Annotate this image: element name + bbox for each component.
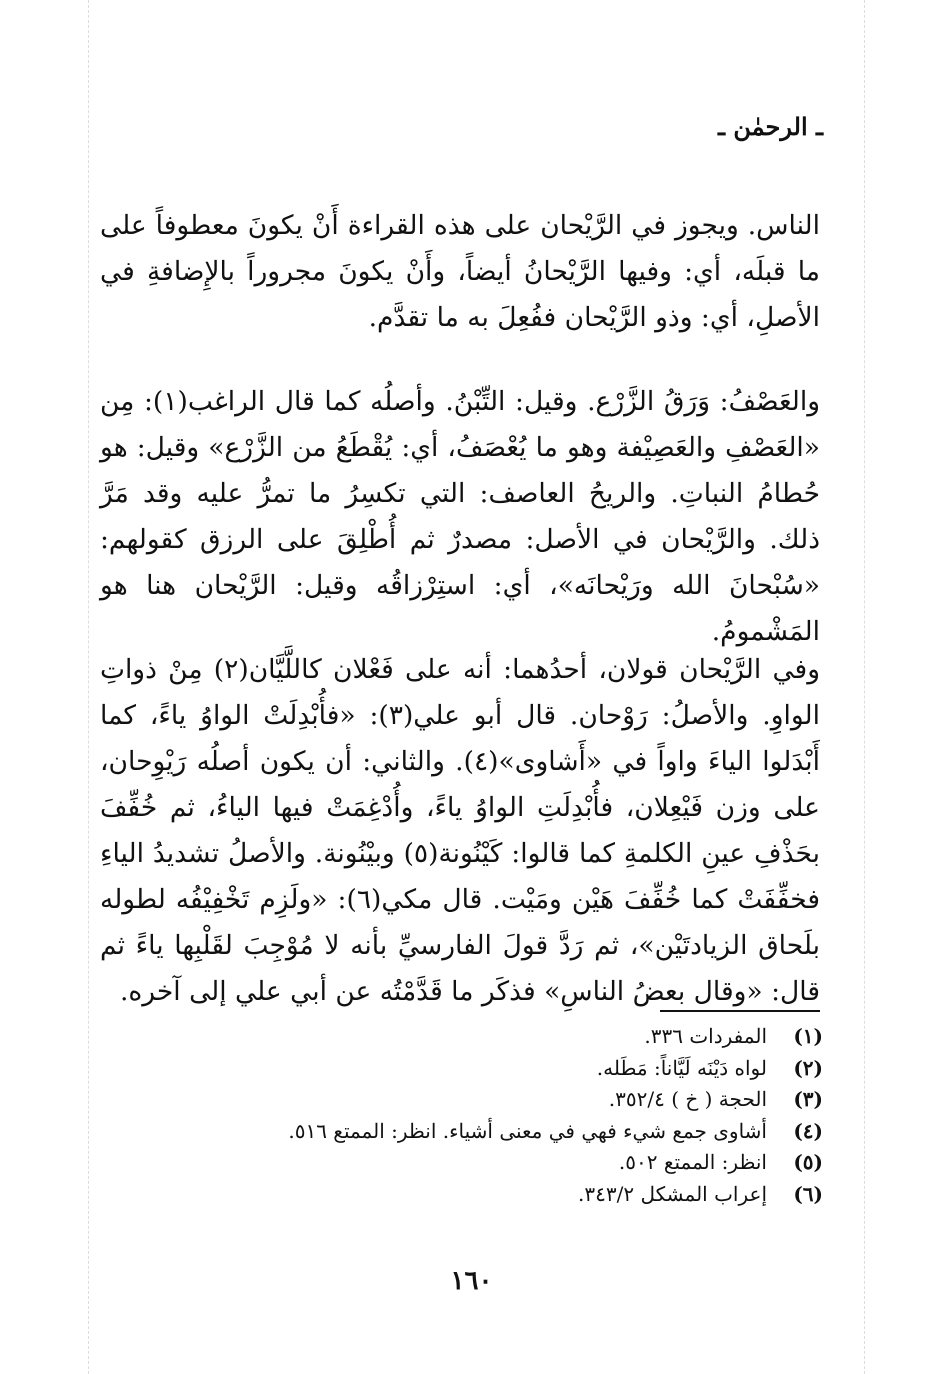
footnote-text: انظر: الممتع ٥٠٢.	[618, 1150, 767, 1175]
footnote-5	[143, 1147, 823, 1179]
footnotes-list	[143, 1021, 823, 1211]
footnote-number: (٢)	[793, 1055, 823, 1080]
scan-guide-line-right	[864, 0, 865, 1374]
footnote-number: (١)	[793, 1024, 823, 1048]
running-head: ـ الرحمٰن ـ	[718, 112, 823, 141]
footnote-text: أشاوى جمع شيء فهي في معنى أشياء. انظر: الممتع ٥١٦.	[288, 1118, 767, 1143]
footnote-number: (٥)	[793, 1150, 823, 1175]
footnote-2	[143, 1053, 823, 1085]
footnote-text: لواه دَيْنَه لَيَّاناً: مَطَله.	[596, 1055, 767, 1080]
page-number: ١٦٠	[450, 1266, 493, 1296]
footnote-text: المفردات ٣٣٦.	[644, 1024, 767, 1048]
footnote-text: الحجة ( خ ) ٣٥٢/٤.	[608, 1087, 767, 1112]
footnote-number: (٤)	[793, 1118, 823, 1143]
footnote-3	[143, 1084, 823, 1116]
paragraph-3: وفي الرَّيْحان قولان، أحدُهما: أنه على فَعْلان كاللَّيَّان(٢) مِنْ ذواتِ الواوِ. والأصلُ: رَوْحان. قال أبو علي(٣): «فأُبْدِلَتْ الواوُ ياءً، كما أَبْدَلوا الياءَ واواً في «أَشاوى»(٤). والثاني: أن يكون أصلُه رَيْوِحان، على وزن فَيْعِلان، فأُبْدِلَتِ الواوُ ياءً، وأُدْغِمَتْ فيها الياءُ، ثم خُفِّفَ بحَذْفِ عينِ الكلمةِ كما قالوا: كَيْنُونة(٥) وبيْنُونة. والأصلُ تشديدُ الياءِ فخفِّفَتْ كما خُفِّفَ هَيْن ومَيْت. قال مكي(٦): «ولَزِم تَخْفِيْفُه لطوله بلَحاق الزيادتَيْن»، ثم رَدَّ قولَ الفارسيِّ بأنه لا مُوْجِبَ لقَلْبِها ياءً ثم قال: «وقال بعضُ الناسِ» فذكَر ما قَدَّمْتُه عن أبي علي إلى آخره.	[100, 653, 820, 1007]
footnote-6	[143, 1179, 823, 1211]
footnote-4	[143, 1116, 823, 1148]
paragraph-1: الناس. ويجوز في الرَّيْحان على هذه القراءة أَنْ يكونَ معطوفاً على ما قبلَه، أي: وفيها الرَّيْحانُ أيضاً، وأَنْ يكونَ مجروراً بالإِضافةِ في الأصلِ، أي: وذو الرَّيْحان ففُعِلَ به ما تقدَّم.	[100, 209, 820, 333]
paragraph-2: والعَصْفُ: وَرَقُ الزَّرْع. وقيل: التِّبْنُ. وأصلُه كما قال الراغب(١): مِن «العَصْفِ والعَصِيْفة وهو ما يُعْصَفُ، أي: يُقْطَعُ من الزَّرْع» وقيل: هو حُطامُ النباتِ. والريحُ العاصف: التي تكسِرُ ما تمرُّ عليه وقد مَرَّ ذلك. والرَّيْحان في الأصل: مصدرٌ ثم أُطْلِقَ على الرزق كقولهم: «سُبْحانَ الله ورَيْحانَه»، أي: استِرْزاقُه وقيل: الرَّيْحان هنا هو المَشْمومُ.	[100, 385, 821, 647]
footnote-number: (٦)	[793, 1181, 823, 1206]
footnote-number: (٣)	[793, 1087, 823, 1112]
scan-guide-line-left	[88, 0, 89, 1374]
footnote-separator	[660, 1010, 820, 1012]
footnote-1	[143, 1021, 823, 1053]
footnote-text: إعراب المشكل ٣٤٣/٢.	[578, 1181, 767, 1206]
